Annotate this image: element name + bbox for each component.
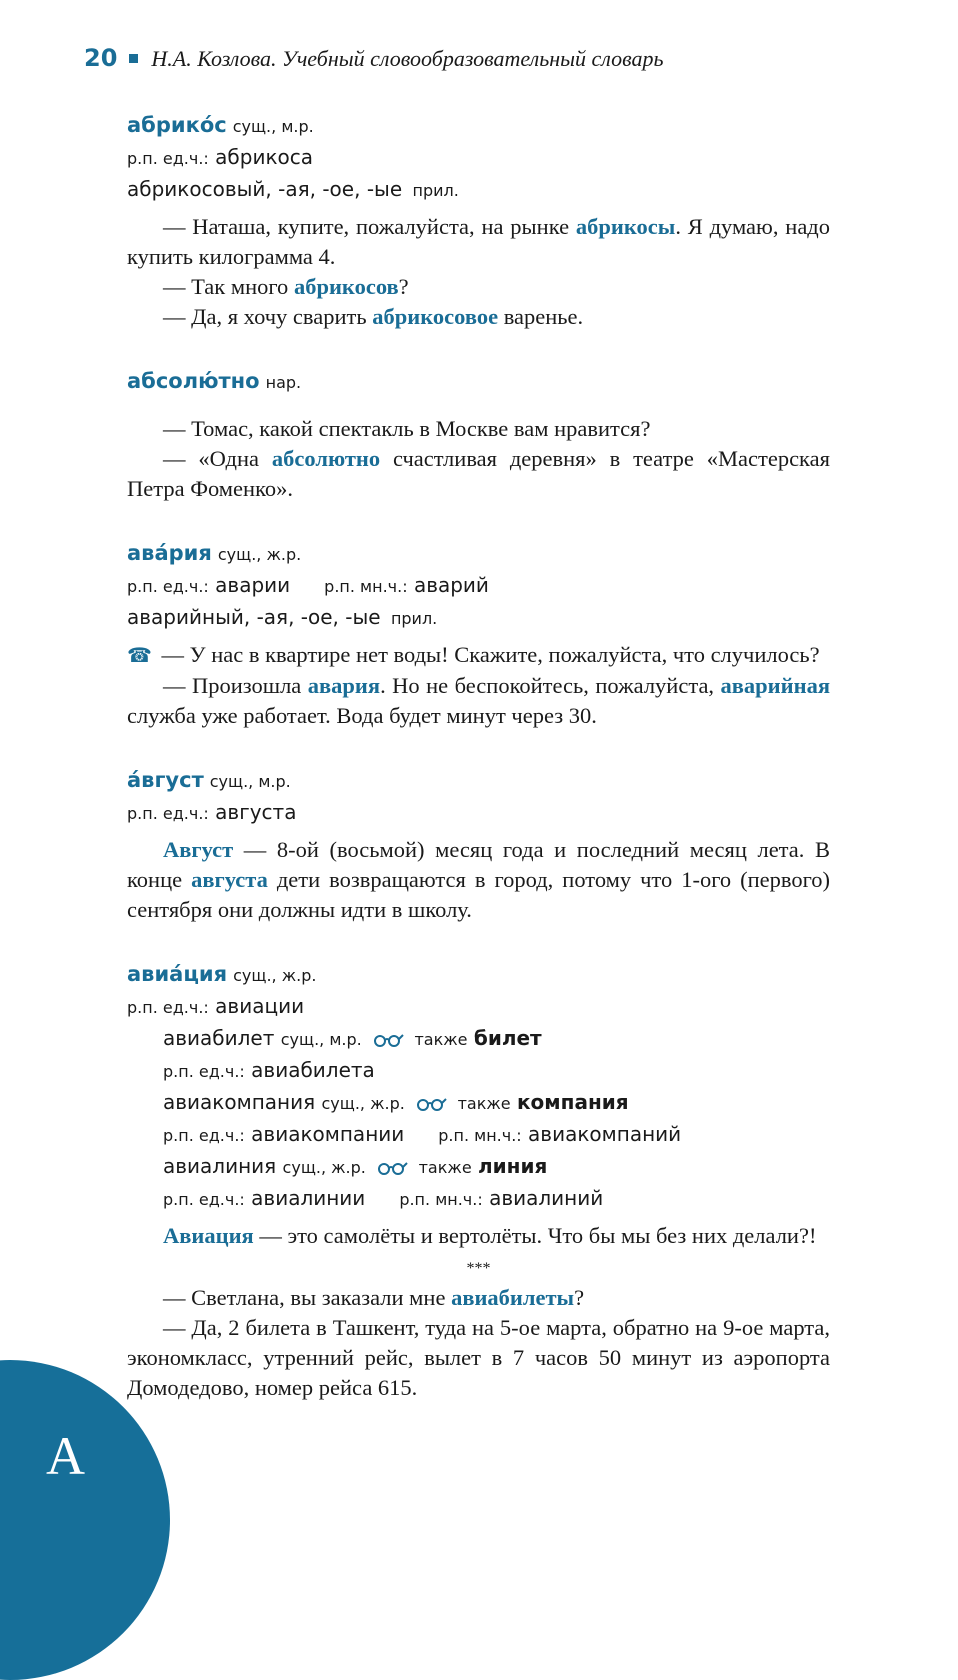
grammar-forms: р.п. ед.ч.: аварии р.п. мн.ч.: аварий: [127, 573, 489, 597]
glasses-icon: [376, 1161, 408, 1175]
example-text: Август — 8-ой (восьмой) месяц года и последний месяц лета. В конце августа дети возвращаются в город, потому что 1-ого (первого) сентября они должны идти в школу.: [127, 837, 830, 922]
pos-tag: нар.: [265, 373, 302, 392]
glasses-icon: [372, 1033, 404, 1047]
grammar-forms: р.п. ед.ч.: абрикоса: [127, 145, 314, 169]
sub-entry-aviabilet: авиабилет сущ., м.р. также билет р.п. ед.ч.: авиабилета: [163, 1026, 542, 1082]
pos-tag: сущ., ж.р.: [217, 545, 302, 564]
headword: абрико́с: [127, 113, 227, 137]
sub-entry-avialiniya: авиалиния сущ., ж.р. также линия р.п. ед.ч.: авиалинии р.п. мн.ч.: авиалиний: [163, 1154, 604, 1210]
pos-tag: сущ., м.р.: [209, 772, 291, 791]
alphabet-tab-letter: А: [46, 1426, 85, 1486]
glasses-icon: [415, 1097, 447, 1111]
example-text: Авиация — это самолёты и вертолёты. Что бы мы без них делали?!: [163, 1223, 817, 1248]
pos-tag: сущ., м.р.: [232, 117, 314, 136]
entry-absolyutno: [127, 366, 830, 504]
example-text: — Томас, какой спектакль в Москве вам нравится? — «Одна абсолютно счастливая деревня» в театре «Мастерская Петра Фоменко».: [127, 416, 830, 501]
example-text-2: — Светлана, вы заказали мне авиабилеты? — Да, 2 билета в Ташкент, туда на 5-ое марта, обратно на 9-ое марта, экономкласс, утренний рейс, вылет в 7 часов 50 минут из аэропорта Домодедово, номер рейса 615.: [127, 1285, 830, 1400]
grammar-forms: р.п. ед.ч.: авиации: [127, 994, 305, 1018]
phone-icon: ☎: [127, 645, 152, 667]
bullet-square: [129, 54, 138, 63]
example-text: ☎ — У нас в квартире нет воды! Скажите, пожалуйста, что случилось? — Произошла авария. Но не беспокойтесь, пожалуйста, аварийная служба уже работает. Вода будет минут через 30.: [127, 642, 830, 728]
grammar-forms: р.п. ед.ч.: августа: [127, 800, 297, 824]
dictionary-content: [127, 110, 830, 1437]
headword: ава́рия: [127, 541, 212, 565]
entry-avgust: [127, 765, 830, 925]
entry-abrikos: [127, 110, 830, 332]
pos-tag: сущ., ж.р.: [233, 966, 317, 985]
derived-word: аварийный, -ая, -ое, -ые прил.: [127, 605, 438, 629]
entry-avariya: [127, 538, 830, 731]
example-text: — Наташа, купите, пожалуйста, на рынке абрикосы. Я думаю, надо купить килограмма 4. — Так много абрикосов? — Да, я хочу сварить абрикосовое варенье.: [127, 214, 830, 329]
headword: авиа́ция: [127, 962, 228, 986]
derived-word: абрикосовый, -ая, -ое, -ые прил.: [127, 177, 459, 201]
book-title: Н.А. Козлова. Учебный словообразовательный словарь: [151, 46, 664, 71]
headword: абсолю́тно: [127, 369, 260, 393]
entry-aviatsiya: [127, 959, 830, 1403]
headword: а́вгуст: [127, 768, 204, 792]
page-number: 20: [84, 44, 118, 72]
section-separator: ***: [466, 1260, 491, 1277]
running-header: [84, 44, 664, 72]
sub-entry-aviakompaniya: авиакомпания сущ., ж.р. также компания р.п. ед.ч.: авиакомпании р.п. мн.ч.: авиакомпаний: [163, 1090, 682, 1146]
